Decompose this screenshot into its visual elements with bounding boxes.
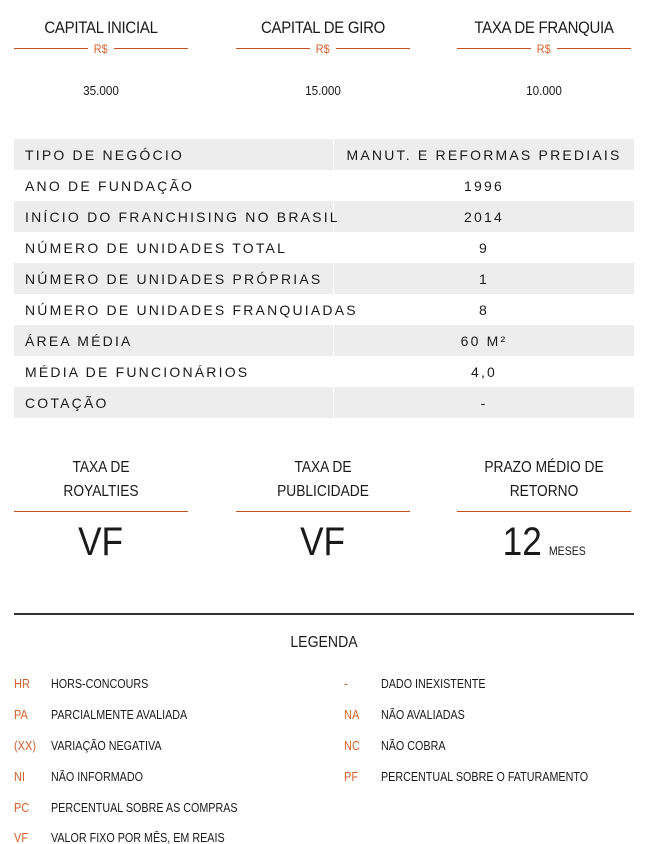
legend-item [14,796,268,820]
legend-desc: VARIAÇÃO NEGATIVA [51,739,162,753]
legend-code: - [344,677,348,691]
legend-item [14,765,158,789]
legend-code: PF [344,770,359,784]
divider-line [14,511,188,512]
divider-line [236,511,410,512]
row-key: NÚMERO DE UNIDADES FRANQUIADAS [14,294,334,325]
stat-prazo-retorno [457,456,631,577]
franchise-info-table [14,139,634,418]
legend-title: LEGENDA [290,634,358,651]
stat-royalties [14,456,188,568]
legend-item [14,734,180,758]
table-row [14,356,634,387]
table-row [14,294,634,325]
legend-code: HR [14,677,30,691]
legend-item [344,703,479,727]
legend-item [344,765,622,789]
row-key: INÍCIO DO FRANCHISING NO BRASIL [14,201,334,232]
row-value: 4,0 [470,363,498,380]
table-row [14,387,634,418]
table-row [14,263,634,294]
stat-value: 35.000 [83,83,119,98]
row-value: - [480,394,488,411]
legend-desc: NÃO AVALIADAS [381,708,465,722]
row-value: 8 [479,301,489,318]
stat-value: VF [78,520,124,564]
legend-code: (XX) [14,739,36,753]
legend-desc: PARCIALMENTE AVALIADA [51,708,188,722]
row-key: ÁREA MÉDIA [14,325,334,356]
legend-desc: PERCENTUAL SOBRE AS COMPRAS [51,801,238,815]
label-line-1: PRAZO MÉDIO DE [484,459,604,476]
stat-number: 12 [502,520,542,564]
table-row [14,201,634,232]
row-key: ANO DE FUNDAÇÃO [14,170,334,201]
legend-code: PA [14,708,28,722]
table-row [14,170,634,201]
currency-label: R$ [537,42,551,56]
row-key: TIPO DE NEGÓCIO [14,139,334,170]
currency-label: R$ [316,42,330,56]
legend-item [14,826,253,844]
row-value: MANUT. E REFORMAS PREDIAIS [346,146,622,163]
stat-value: 10.000 [526,83,562,98]
stat-label: CAPITAL INICIAL [44,18,158,37]
stat-capital-inicial [14,16,188,98]
label-line-1: TAXA DE [72,459,130,476]
legend-desc: NÃO INFORMADO [51,770,143,784]
stat-value: 15.000 [305,83,341,98]
stat-label: TAXA DE FRANQUIA [474,18,614,37]
table-row [14,325,634,356]
section-divider [14,613,634,615]
legend-item [14,703,209,727]
stat-publicidade [236,456,410,568]
investment-stats [14,16,634,106]
divider-line [457,511,631,512]
stat-label: CAPITAL DE GIRO [260,18,386,37]
stat-value [502,516,585,577]
row-key: COTAÇÃO [14,387,334,418]
legend-desc: VALOR FIXO POR MÊS, EM REAIS [51,831,225,844]
stat-capital-de-giro [236,16,410,98]
stat-label [248,456,398,504]
label-line-2: ROYALTIES [63,483,139,500]
stat-unit: MESES [548,544,586,558]
stat-label [469,456,619,504]
currency-label: R$ [94,42,108,56]
label-line-2: RETORNO [509,483,579,500]
label-line-1: TAXA DE [294,459,352,476]
row-key: NÚMERO DE UNIDADES TOTAL [14,232,334,263]
legend-desc: HORS-CONCOURS [51,677,149,691]
stat-value: VF [300,520,346,564]
legend-item [344,672,503,696]
fee-stats [14,456,634,576]
legend-item [14,672,164,696]
legend-desc: NÃO COBRA [381,739,446,753]
row-value: 1 [479,270,489,287]
legend-desc: PERCENTUAL SOBRE O FATURAMENTO [381,770,589,784]
legend-desc: DADO INEXISTENTE [381,677,486,691]
row-value: 2014 [464,208,504,225]
label-line-2: PUBLICIDADE [277,483,369,500]
currency-rule [14,40,188,56]
row-key: MÉDIA DE FUNCIONÁRIOS [14,356,334,387]
legend-code: PC [14,801,30,815]
row-key: NÚMERO DE UNIDADES PRÓPRIAS [14,263,334,294]
legend-code: NI [14,770,25,784]
row-value: 1996 [464,177,504,194]
legend-code: NC [344,739,360,753]
legend-item [344,734,456,758]
legend-code: VF [14,831,29,844]
table-row [14,139,634,170]
stat-taxa-de-franquia [457,16,631,98]
currency-rule [236,40,410,56]
stat-label [26,456,176,504]
row-value: 60 M² [460,332,508,349]
legend-code: NA [344,708,360,722]
table-row [14,232,634,263]
currency-rule [457,40,631,56]
row-value: 9 [479,239,489,256]
